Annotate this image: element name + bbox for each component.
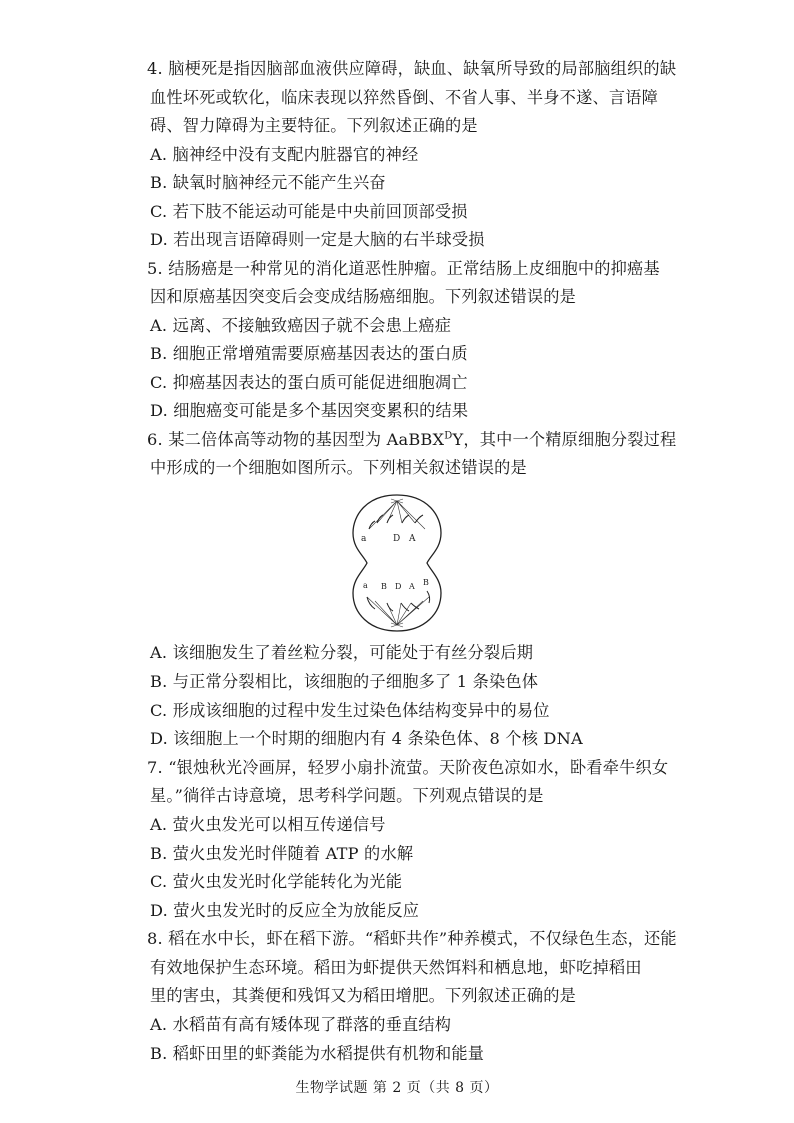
top-label-a-upper: A xyxy=(409,534,416,544)
cell-division-figure xyxy=(347,493,447,633)
q4-stem-line-1: 4. 脑梗死是指因脑部血液供应障碍，缺血、缺氧所导致的局部脑组织的缺 xyxy=(147,59,677,78)
q6-option-c: C. 形成该细胞的过程中发生过染色体结构变异中的易位 xyxy=(150,701,550,720)
q4-stem-line-3: 碍、智力障碍为主要特征。下列叙述正确的是 xyxy=(150,116,478,135)
q7-option-b: B. 萤火虫发光时伴随着 ATP 的水解 xyxy=(150,844,414,863)
q4-option-a: A. 脑神经中没有支配内脏器官的神经 xyxy=(150,145,419,164)
top-label-d: D xyxy=(393,534,401,544)
bottom-spindle xyxy=(367,597,429,627)
q7-stem-line-2: 星。”徜徉古诗意境，思考科学问题。下列观点错误的是 xyxy=(150,786,544,805)
q8-stem-line-3: 里的害虫，其粪便和残饵又为稻田增肥。下列叙述正确的是 xyxy=(150,986,577,1005)
q6-stem-line-1-pre: 6. 某二倍体高等动物的基因型为 AaBBX xyxy=(147,430,445,449)
q6-stem-line-1-post: Y，其中一个精原细胞分裂过程 xyxy=(452,430,677,449)
q4-option-d: D. 若出现言语障碍则一定是大脑的右半球受损 xyxy=(150,230,485,249)
q8-option-a: A. 水稻苗有高有矮体现了群落的垂直结构 xyxy=(150,1015,452,1034)
cell-membrane xyxy=(353,495,441,631)
q5-option-b: B. 细胞正常增殖需要原癌基因表达的蛋白质 xyxy=(150,344,468,363)
q6-stem-line-2: 中形成的一个细胞如图所示。下列相关叙述错误的是 xyxy=(150,458,527,477)
q5-option-a: A. 远离、不接触致癌因子就不会患上癌症 xyxy=(150,316,452,335)
page-footer: 生物学试题 第 2 页（共 8 页） xyxy=(295,1080,499,1096)
q7-option-c: C. 萤火虫发光时化学能转化为光能 xyxy=(150,872,403,891)
q6-genotype-superscript: D xyxy=(444,430,453,442)
q6-stem-line-1 xyxy=(147,429,676,451)
bottom-label-b-right: B xyxy=(423,578,429,587)
q5-option-d: D. 细胞癌变可能是多个基因突变累积的结果 xyxy=(150,401,469,420)
q5-stem-line-2: 因和原癌基因突变后会变成结肠癌细胞。下列叙述错误的是 xyxy=(150,287,577,306)
bottom-chromosomes xyxy=(367,591,430,611)
q8-stem-line-1: 8. 稻在水中长，虾在稻下游。“稻虾共作”种养模式，不仅绿色生态，还能 xyxy=(147,929,677,948)
q8-option-b: B. 稻虾田里的虾粪能为水稻提供有机物和能量 xyxy=(150,1044,485,1063)
bottom-label-a-upper: A xyxy=(409,582,415,591)
q4-option-c: C. 若下肢不能运动可能是中央前回顶部受损 xyxy=(150,202,468,221)
q8-stem-line-2: 有效地保护生态环境。稻田为虾提供天然饵料和栖息地，虾吃掉稻田 xyxy=(150,958,642,977)
q4-stem-line-2: 血性坏死或软化，临床表现以猝然昏倒、不省人事、半身不遂、言语障 xyxy=(150,88,659,107)
q6-option-a: A. 该细胞发生了着丝粒分裂，可能处于有丝分裂后期 xyxy=(150,643,534,662)
q6-option-b: B. 与正常分裂相比，该细胞的子细胞多了 1 条染色体 xyxy=(150,672,539,691)
top-label-a: a xyxy=(361,534,367,544)
q6-option-d: D. 该细胞上一个时期的细胞内有 4 条染色体、8 个核 DNA xyxy=(150,729,583,748)
q7-stem-line-1: 7. “银烛秋光冷画屏，轻罗小扇扑流萤。天阶夜色凉如水，卧看牵牛织女 xyxy=(147,758,669,777)
q7-option-a: A. 萤火虫发光可以相互传递信号 xyxy=(150,815,386,834)
q4-option-b: B. 缺氧时脑神经元不能产生兴奋 xyxy=(150,173,386,192)
bottom-label-b: B xyxy=(381,582,387,591)
q5-stem-line-1: 5. 结肠癌是一种常见的消化道恶性肿瘤。正常结肠上皮细胞中的抑癌基 xyxy=(147,259,660,278)
bottom-label-a: a xyxy=(363,581,368,590)
q5-option-c: C. 抑癌基因表达的蛋白质可能促进细胞凋亡 xyxy=(150,373,468,392)
top-chromosomes xyxy=(369,515,423,529)
q7-option-d: D. 萤火虫发光时的反应全为放能反应 xyxy=(150,901,420,920)
top-spindle xyxy=(369,499,425,529)
bottom-label-d: D xyxy=(395,582,402,591)
